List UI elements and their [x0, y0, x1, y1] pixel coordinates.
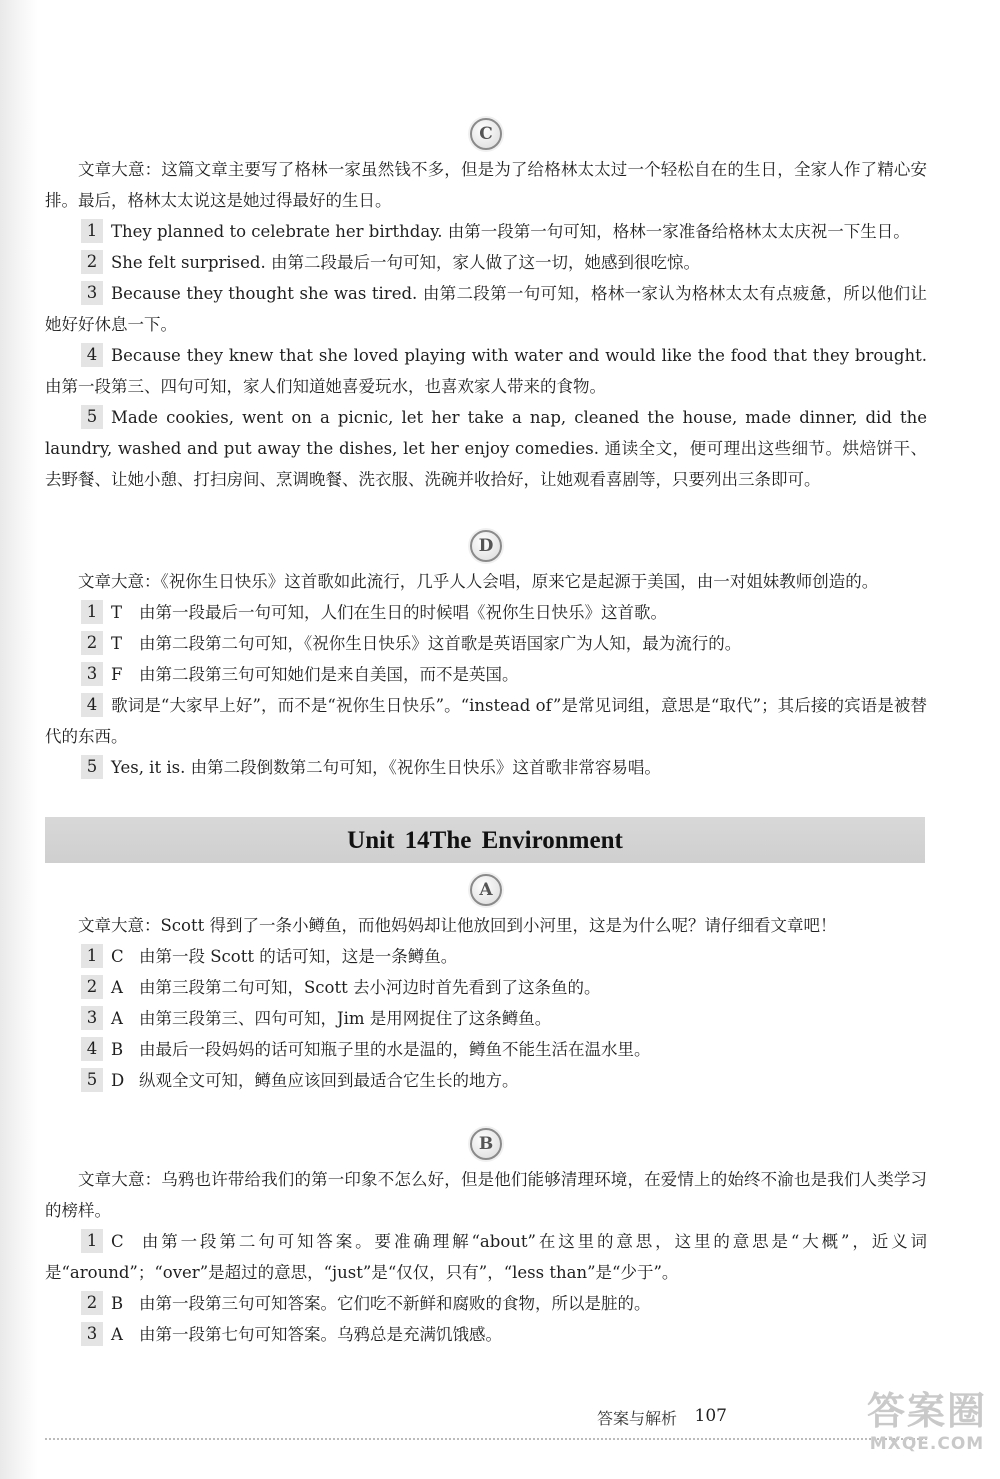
section-a — [45, 874, 927, 1096]
answer-item: 1 They planned to celebrate her birthday. 由第一段第一句可知，格林一家准备给格林太太庆祝一下生日。 — [45, 216, 927, 247]
answer-item: 1 C 由第一段 Scott 的话可知，这是一条鳟鱼。 — [45, 941, 927, 972]
answer-item: 4 Because they knew that she loved playing with water and would like the food that they brought. 由第一段第三、四句可知，家人们知道她喜爱玩水，也喜欢家人带来的食物。 — [45, 345, 927, 396]
answer-item: 1 T 由第一段最后一句可知，人们在生日的时候唱《祝你生日快乐》这首歌。 — [45, 597, 927, 628]
answer-item: 2 T 由第二段第二句可知，《祝你生日快乐》这首歌是英语国家广为人知，最为流行的。 — [45, 628, 927, 659]
answer-item: 1 C 由第一段第二句可知答案。要准确理解“about”在这里的意思，这里的意思是“大概”，近义词是“around”；“over”是超过的意思，“just”是“仅仅，只有”，“less than”是“少于”。 — [45, 1231, 927, 1282]
watermark-logo — [862, 1388, 992, 1454]
answer-item: 2 She felt surprised. 由第二段最后一句可知，家人做了这一切，她感到很吃惊。 — [45, 247, 927, 278]
unit-label: Unit 14 — [347, 827, 430, 854]
section-b — [45, 1128, 927, 1350]
answer-item: 4 B 由最后一段妈妈的话可知瓶子里的水是温的，鳟鱼不能生活在温水里。 — [45, 1034, 927, 1065]
answer-item: 2 A 由第三段第二句可知，Scott 去小河边时首先看到了这条鱼的。 — [45, 972, 927, 1003]
answer-item: 3 A 由第三段第三、四句可知，Jim 是用网捉住了这条鳟鱼。 — [45, 1003, 927, 1034]
answer-item: 2 B 由第一段第三句可知答案。它们吃不新鲜和腐败的食物，所以是脏的。 — [45, 1288, 927, 1319]
section-b-summary: 文章大意：乌鸦也许带给我们的第一印象不怎么好，但是他们能够清理环境，在爱情上的始终不渝也是我们人类学习的榜样。 — [45, 1170, 927, 1220]
watermark-text: 答案圈 — [866, 1389, 987, 1433]
answer-item: 5 Yes, it is. 由第二段倒数第二句可知，《祝你生日快乐》这首歌非常容易唱。 — [45, 752, 927, 783]
page-footer — [45, 1398, 927, 1440]
answer-item: 3 Because they thought she was tired. 由第二段第一句可知，格林一家认为格林太太有点疲惫，所以他们让她好好休息一下。 — [45, 283, 927, 334]
section-c — [45, 118, 927, 495]
section-c-badge: C — [470, 118, 502, 150]
answer-item: 5 D 纵观全文可知，鳟鱼应该回到最适合它生长的地方。 — [45, 1065, 927, 1096]
section-d-summary: 文章大意：《祝你生日快乐》这首歌如此流行，几乎人人会唱，原来它是起源于美国，由一对姐妹教师创造的。 — [78, 572, 879, 591]
section-b-badge: B — [470, 1128, 502, 1160]
section-a-badge: A — [470, 874, 502, 906]
page-number: 107 — [694, 1406, 727, 1426]
answer-item: 5 Made cookies, went on a picnic, let her take a nap, cleaned the house, made dinner, did the laundry, washed and put away the dishes, let her enjoy comedies. 通读全文，便可理出这些细节。烘焙饼干、去野餐、让她小憩、打扫房间、烹调晚餐、洗衣服、洗碗并收拾好，让她观看喜剧等，只要列出三条即可。 — [45, 407, 927, 489]
section-a-summary: 文章大意：Scott 得到了一条小鳟鱼，而他妈妈却让他放回到小河里，这是为什么呢？请仔细看文章吧！ — [78, 916, 837, 935]
page-edge-shadow — [0, 0, 38, 1479]
answer-item: 4 歌词是“大家早上好”，而不是“祝你生日快乐”。“instead of”是常见词组，意思是“取代”；其后接的宾语是被替代的东西。 — [45, 695, 927, 746]
section-c-summary: 文章大意：这篇文章主要写了格林一家虽然钱不多，但是为了给格林太太过一个轻松自在的生日，全家人作了精心安排。最后，格林太太说这是她过得最好的生日。 — [45, 160, 927, 210]
watermark-url: MXQE.COM — [869, 1434, 985, 1454]
answer-item: 3 F 由第二段第三句可知她们是来自美国，而不是英国。 — [45, 659, 927, 690]
section-d — [45, 530, 927, 783]
section-d-badge: D — [470, 530, 502, 562]
unit-heading-bar — [45, 817, 925, 863]
answer-item: 3 A 由第一段第七句可知答案。乌鸦总是充满饥饿感。 — [45, 1319, 927, 1350]
footer-label: 答案与解析 — [596, 1409, 677, 1428]
unit-title: The Environment — [429, 827, 623, 854]
